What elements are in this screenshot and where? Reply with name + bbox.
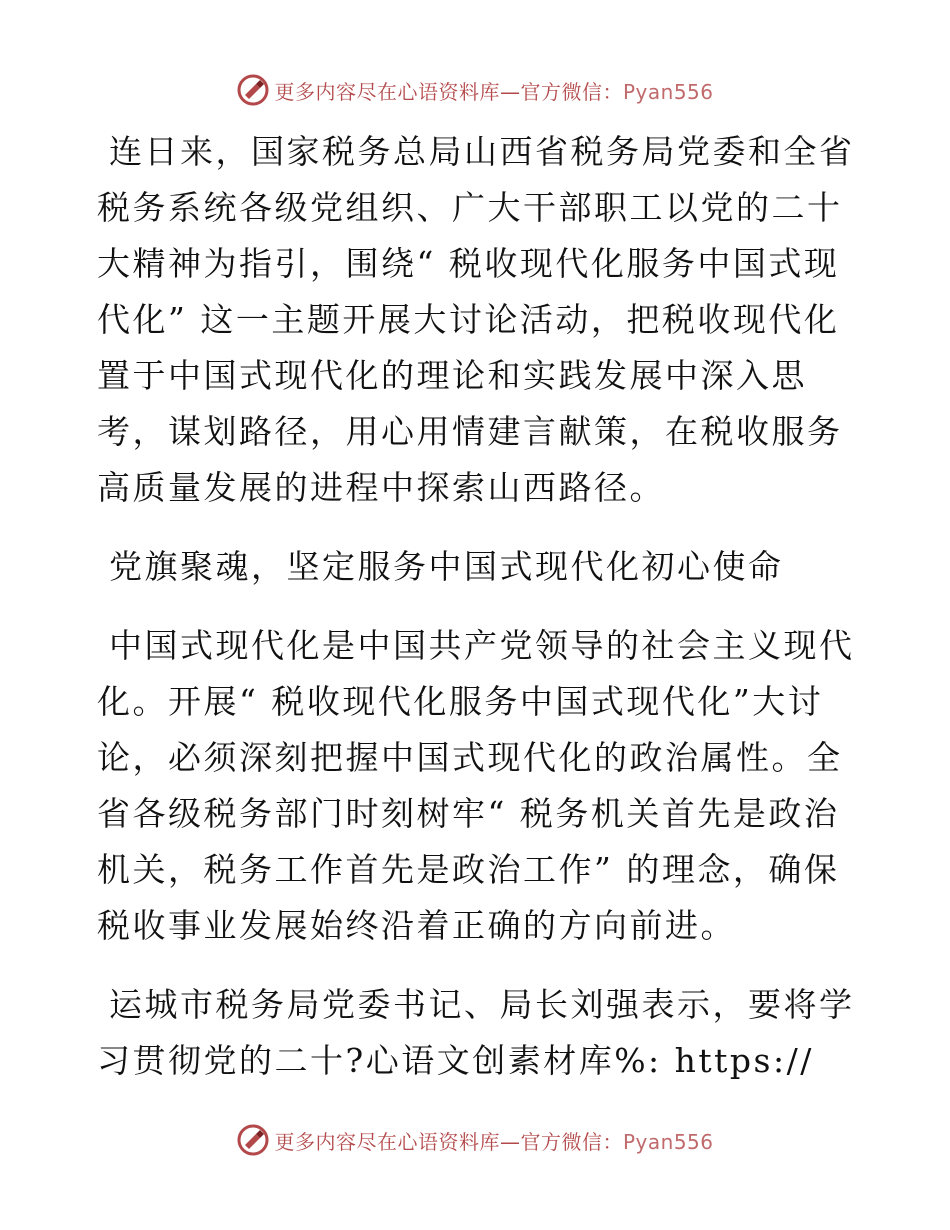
watermark-text: 更多内容尽在心语资料库—官方微信：Pyan556 <box>274 1129 714 1154</box>
document-body <box>97 124 857 1112</box>
watermark-text: 更多内容尽在心语资料库—官方微信：Pyan556 <box>274 79 714 104</box>
seal-logo-icon <box>236 1123 270 1157</box>
watermark-header <box>0 70 950 110</box>
paragraph-body: 中国式现代化是中国共产党领导的社会主义现代化。开展“ 税收现代化服务中国式现代化”大讨论，必须深刻把握中国式现代化的政治属性。全省各级税务部门时刻树牢“ 税务机关首先是政治机关，税务工作首先是政治工作” 的理念，确保税收事业发展始终沿着正确的方向前进。 <box>97 626 855 945</box>
paragraph-quote: 运城市税务局党委书记、局长刘强表示，要将学习贯彻党的二十?心语文创素材库%: https:// <box>97 985 855 1080</box>
paragraph-intro: 连日来，国家税务总局山西省税务局党委和全省税务系统各级党组织、广大干部职工以党的二十大精神为指引，围绕“ 税收现代化服务中国式现代化” 这一主题开展大讨论活动，把税收现代化置于中国式现代化的理论和实践发展中深入思考，谋划路径，用心用情建言献策，在税收服务高质量发展的进程中探索山西路径。 <box>97 132 855 507</box>
section-heading: 党旗聚魂，坚定服务中国式现代化初心使命 <box>109 547 784 586</box>
seal-logo-icon <box>236 73 270 107</box>
watermark-footer <box>0 1120 950 1160</box>
